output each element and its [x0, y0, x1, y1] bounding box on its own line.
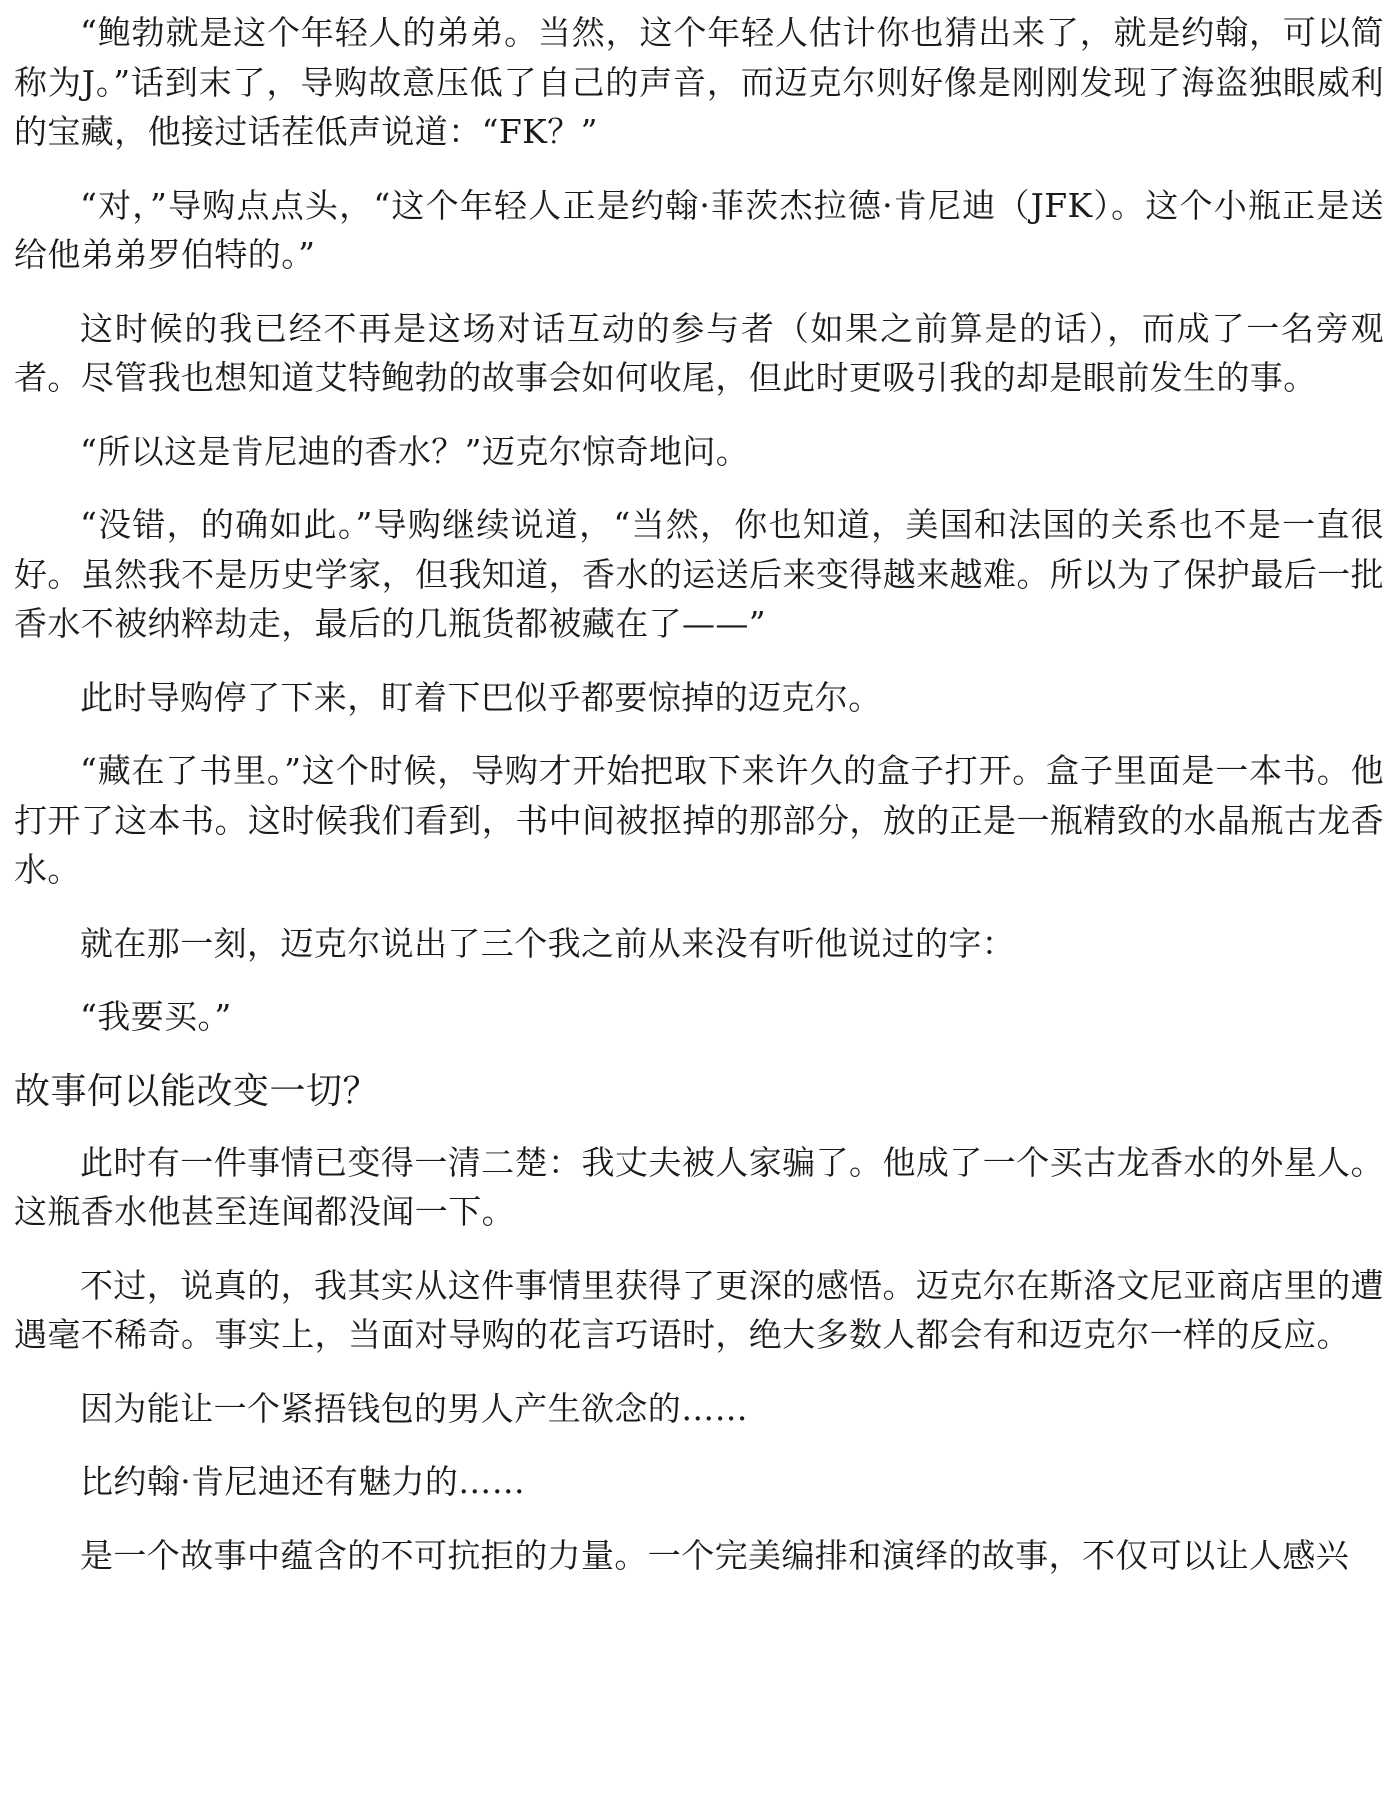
- paragraph: “对，”导购点点头，“这个年轻人正是约翰·菲茨杰拉德·肯尼迪（JFK）。这个小瓶正是送给他弟弟罗伯特的。”: [14, 185, 1384, 274]
- body-text: [14, 8, 1384, 1604]
- section-heading: 故事何以能改变一切？: [14, 1070, 380, 1112]
- paragraph: “藏在了书里。”这个时候，导购才开始把取下来许久的盒子打开。盒子里面是一本书。他打开了这本书。这时候我们看到，书中间被抠掉的那部分，放的正是一瓶精致的水晶瓶古龙香水。: [14, 751, 1384, 889]
- paragraph: 此时有一件事情已变得一清二楚：我丈夫被人家骗了。他成了一个买古龙香水的外星人。这瓶香水他甚至连闻都没闻一下。: [14, 1142, 1384, 1231]
- paragraph: 比约翰·肯尼迪还有魅力的……: [80, 1462, 526, 1501]
- paragraph: 这时候的我已经不再是这场对话互动的参与者（如果之前算是的话），而成了一名旁观者。尽管我也想知道艾特鲍勃的故事会如何收尾，但此时更吸引我的却是眼前发生的事。: [14, 308, 1384, 397]
- paragraph: “所以这是肯尼迪的香水？”迈克尔惊奇地问。: [80, 431, 750, 471]
- paragraph: “没错，的确如此。”导购继续说道，“当然，你也知道，美国和法国的关系也不是一直很好。虽然我不是历史学家，但我知道，香水的运送后来变得越来越难。所以为了保护最后一批香水不被纳粹劫走，最后的几瓶货都被藏在了——”: [14, 505, 1384, 643]
- paragraph: 因为能让一个紧捂钱包的男人产生欲念的……: [80, 1388, 748, 1428]
- paragraph: 此时导购停了下来，盯着下巴似乎都要惊掉的迈克尔。: [80, 677, 882, 717]
- paragraph: 是一个故事中蕴含的不可抗拒的力量。一个完美编排和演绎的故事，不仅可以让人感兴: [80, 1535, 1350, 1575]
- paragraph: 就在那一刻，迈克尔说出了三个我之前从来没有听他说过的字：: [80, 923, 1016, 963]
- paragraph: 不过，说真的，我其实从这件事情里获得了更深的感悟。迈克尔在斯洛文尼亚商店里的遭遇毫不稀奇。事实上，当面对导购的花言巧语时，绝大多数人都会有和迈克尔一样的反应。: [14, 1265, 1384, 1354]
- paragraph: “鲍勃就是这个年轻人的弟弟。当然，这个年轻人估计你也猜出来了，就是约翰，可以简称为J。”话到末了，导购故意压低了自己的声音，而迈克尔则好像是刚刚发现了海盗独眼威利的宝藏，他接过话茬低声说道：“FK？”: [14, 13, 1384, 151]
- paragraph: “我要买。”: [80, 997, 232, 1036]
